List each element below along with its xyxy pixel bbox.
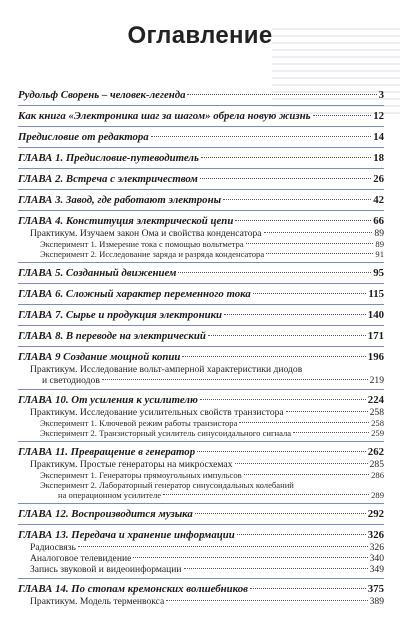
entry-title: Практикум. Исследование усилительных свойств транзистора xyxy=(30,407,284,418)
entry-separator xyxy=(18,189,384,190)
entry-page-number: 3 xyxy=(378,89,384,101)
dot-leader xyxy=(286,411,368,412)
entry-page-number: 12 xyxy=(373,110,384,122)
entry-title: Практикум. Изучаем закон Ома и свойства конденсатора xyxy=(30,228,262,239)
entry-page-number: 140 xyxy=(367,309,384,321)
entry-title: ГЛАВА 3. Завод, где работают электроны xyxy=(18,194,222,206)
dot-leader xyxy=(187,94,376,95)
entry-separator xyxy=(18,283,384,284)
entry-page-number: 115 xyxy=(368,288,384,300)
entry-page-number: 89 xyxy=(375,239,384,249)
dot-leader xyxy=(235,220,371,221)
entry-page-number: 89 xyxy=(374,228,384,239)
dot-leader xyxy=(223,199,371,200)
entry-page-number: 258 xyxy=(371,418,384,428)
entry-title: ГЛАВА 2. Встреча с электричеством xyxy=(18,173,198,185)
entry-page-number: 91 xyxy=(375,249,384,259)
entry-title: Практикум. Простые генераторы на микросхемах xyxy=(30,459,233,470)
entry-page-number: 262 xyxy=(367,446,384,458)
toc-subentry[interactable] xyxy=(18,564,384,575)
toc-chapter-entry[interactable] xyxy=(18,529,384,542)
entry-separator xyxy=(18,304,384,305)
entry-page-number: 224 xyxy=(367,394,384,406)
dot-leader xyxy=(253,293,367,294)
entry-title: ГЛАВА 4. Конституция электрической цепи xyxy=(18,215,234,227)
dot-leader xyxy=(78,546,368,547)
dot-leader xyxy=(102,379,368,380)
toc-chapter-entry[interactable] xyxy=(18,508,384,521)
dot-leader xyxy=(208,335,366,336)
dot-leader xyxy=(166,600,367,601)
dot-leader xyxy=(200,178,371,179)
toc-subentry[interactable] xyxy=(18,596,384,607)
dot-leader xyxy=(266,253,373,254)
entry-separator xyxy=(18,578,384,579)
toc-subentry[interactable] xyxy=(18,407,384,418)
entry-title: ГЛАВА 7. Сырье и продукция электроники xyxy=(18,309,223,321)
entry-title: ГЛАВА 9 Создание мощной копии xyxy=(18,351,181,363)
entry-page-number: 340 xyxy=(369,553,384,564)
entry-title: ГЛАВА 1. Предисловие-путеводитель xyxy=(18,152,199,164)
entry-title: Практикум. Модель терменвокса xyxy=(30,596,165,607)
entry-page-number: 286 xyxy=(371,470,384,480)
entry-title: ГЛАВА 13. Передача и хранение информации xyxy=(18,529,235,541)
dot-leader xyxy=(197,451,366,452)
entry-title: ГЛАВА 10. От усиления к усилителю xyxy=(18,394,198,406)
dot-leader xyxy=(151,136,372,137)
toc-subentry[interactable] xyxy=(18,553,384,564)
entry-page-number: 285 xyxy=(369,459,384,470)
dot-leader xyxy=(200,399,366,400)
entry-page-number: 14 xyxy=(373,131,384,143)
dot-leader xyxy=(235,463,368,464)
entry-title: Предисловие от редактора xyxy=(18,131,149,143)
dot-leader xyxy=(264,232,373,233)
dot-leader xyxy=(224,314,366,315)
dot-leader xyxy=(246,243,374,244)
dot-leader xyxy=(133,557,367,558)
entry-title: ГЛАВА 14. По стопам кремонских волшебников xyxy=(18,583,248,595)
entry-title: Эксперимент 2. Исследование заряда и разряда конденсатора xyxy=(40,249,265,259)
toc-subentry[interactable] xyxy=(18,542,384,553)
toc-subentry[interactable] xyxy=(18,239,384,249)
toc-chapter-entry[interactable] xyxy=(18,288,384,301)
toc-subentry[interactable] xyxy=(18,249,384,259)
entry-page-number: 349 xyxy=(369,564,384,575)
entry-page-number: 289 xyxy=(371,490,384,500)
toc-chapter-entry[interactable] xyxy=(18,152,384,165)
dot-leader xyxy=(239,422,369,423)
entry-separator xyxy=(18,262,384,263)
entry-page-number: 258 xyxy=(369,407,384,418)
toc-chapter-entry[interactable] xyxy=(18,110,384,123)
toc-chapter-entry[interactable] xyxy=(18,446,384,459)
entry-page-number: 95 xyxy=(373,267,384,279)
entry-title: Эксперимент 1. Измерение тока с помощью вольтметра xyxy=(40,239,244,249)
entry-separator xyxy=(18,346,384,347)
entry-page-number: 326 xyxy=(367,529,384,541)
entry-separator xyxy=(18,168,384,169)
entry-page-number: 389 xyxy=(369,596,384,607)
entry-title: ГЛАВА 6. Сложный характер переменного тока xyxy=(18,288,251,300)
entry-page-number: 375 xyxy=(367,583,384,595)
entry-page-number: 326 xyxy=(369,542,384,553)
entry-separator xyxy=(18,105,384,106)
dot-leader xyxy=(201,157,371,158)
entry-title: Эксперимент 1. Ключевой режим работы транзистора xyxy=(40,418,238,428)
toc-subentry[interactable] xyxy=(18,480,384,500)
dot-leader xyxy=(184,568,368,569)
toc-chapter-entry[interactable] xyxy=(18,194,384,207)
toc-chapter-entry[interactable] xyxy=(18,215,384,228)
entry-page-number: 292 xyxy=(367,508,384,520)
entry-title-continuation: на операционном усилителе xyxy=(58,490,162,500)
dot-leader xyxy=(195,513,366,514)
toc-chapter-entry[interactable] xyxy=(18,173,384,186)
entry-title: Эксперимент 2. Транзисторный усилитель синусоидального сигнала xyxy=(40,428,292,438)
dot-leader xyxy=(250,588,366,589)
entry-title: Эксперимент 2. Лабораторный генератор синусоидальных колебаний xyxy=(40,480,294,490)
table-of-contents xyxy=(18,89,384,607)
toc-chapter-entry[interactable] xyxy=(18,330,384,343)
entry-separator xyxy=(18,210,384,211)
toc-chapter-entry[interactable] xyxy=(18,583,384,596)
entry-title: Практикум. Исследование вольт-амперной характеристики диодов xyxy=(30,364,303,375)
entry-title: Запись звуковой и видеоинформации xyxy=(30,564,182,575)
toc-subentry[interactable] xyxy=(18,470,384,480)
toc-chapter-entry[interactable] xyxy=(18,89,384,102)
dot-leader xyxy=(163,494,369,495)
toc-chapter-entry[interactable] xyxy=(18,309,384,322)
entry-separator xyxy=(18,325,384,326)
entry-title: Эксперимент 1. Генераторы прямоугольных импульсов xyxy=(40,470,242,480)
dot-leader xyxy=(178,272,371,273)
entry-title: Рудольф Сворень – человек-легенда xyxy=(18,89,186,101)
entry-title: Аналоговое телевидение xyxy=(30,553,132,564)
entry-page-number: 18 xyxy=(373,152,384,164)
entry-title: ГЛАВА 8. В переводе на электрический xyxy=(18,330,206,342)
entry-page-number: 259 xyxy=(371,428,384,438)
entry-title-continuation: и светодиодов xyxy=(42,375,100,386)
toc-subentry[interactable] xyxy=(18,428,384,438)
dot-leader xyxy=(244,474,369,475)
toc-chapter-entry[interactable] xyxy=(18,351,384,364)
toc-chapter-entry[interactable] xyxy=(18,131,384,144)
entry-page-number: 42 xyxy=(373,194,384,206)
dot-leader xyxy=(293,432,369,433)
entry-page-number: 171 xyxy=(367,330,384,342)
toc-subentry[interactable] xyxy=(18,418,384,428)
dot-leader xyxy=(313,115,372,116)
dot-leader xyxy=(182,356,365,357)
entry-title: ГЛАВА 11. Превращение в генератор xyxy=(18,446,196,458)
toc-subentry[interactable] xyxy=(18,459,384,470)
page-title: Оглавление xyxy=(127,22,273,49)
entry-separator xyxy=(18,441,384,442)
entry-title: Как книга «Электроника шаг за шагом» обрела новую жизнь xyxy=(18,110,311,122)
entry-separator xyxy=(18,389,384,390)
entry-page-number: 219 xyxy=(369,375,384,386)
entry-title: ГЛАВА 5. Созданный движением xyxy=(18,267,177,279)
entry-title: ГЛАВА 12. Воспроизводится музыка xyxy=(18,508,193,520)
entry-title: Радиосвязь xyxy=(30,542,76,553)
entry-separator xyxy=(18,147,384,148)
entry-page-number: 196 xyxy=(367,351,384,363)
toc-subentry[interactable] xyxy=(18,364,384,386)
entry-separator xyxy=(18,503,384,504)
entry-page-number: 26 xyxy=(373,173,384,185)
toc-chapter-entry[interactable] xyxy=(18,394,384,407)
entry-separator xyxy=(18,126,384,127)
toc-chapter-entry[interactable] xyxy=(18,267,384,280)
entry-separator xyxy=(18,524,384,525)
dot-leader xyxy=(237,534,366,535)
toc-subentry[interactable] xyxy=(18,228,384,239)
entry-page-number: 66 xyxy=(373,215,384,227)
